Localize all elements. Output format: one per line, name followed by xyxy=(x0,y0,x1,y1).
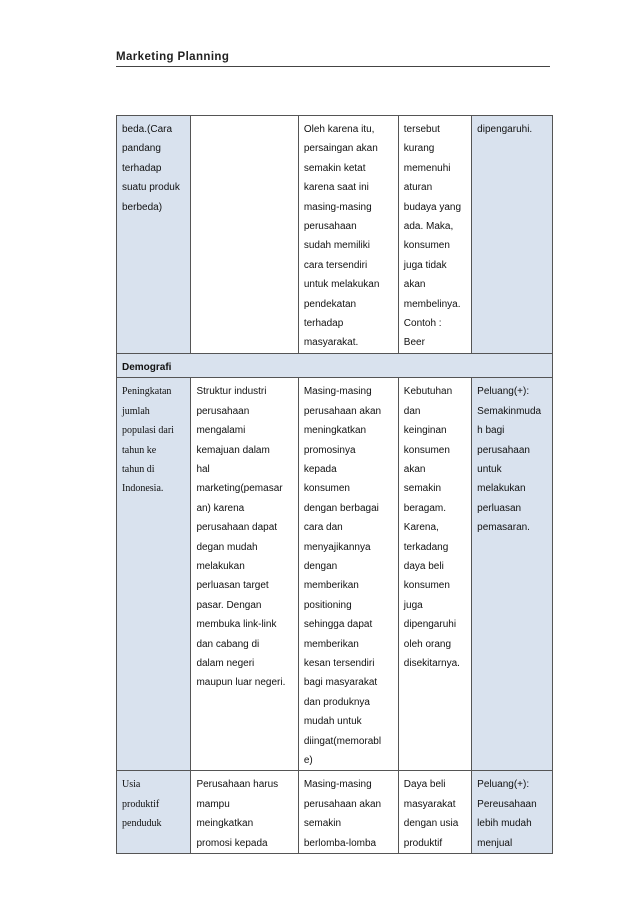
cell-line: berlomba-lomba xyxy=(303,837,377,849)
cell-line: semakin ketat xyxy=(303,162,366,174)
cell-line: kemajuan dalam xyxy=(196,444,270,456)
cell-line: sudah memiliki xyxy=(303,240,370,252)
cell-line: dan produknya xyxy=(303,696,370,708)
cell xyxy=(191,378,298,771)
cell-line: semakin xyxy=(303,818,342,830)
cell-line: maupun luar negeri. xyxy=(196,677,286,689)
cell-line: perluasan xyxy=(477,502,522,514)
cell-line: jumlah xyxy=(122,405,150,417)
cell-line: sehingga dapat xyxy=(303,619,373,631)
cell-line: berbeda) xyxy=(122,201,163,213)
cell-line: terhadap xyxy=(122,162,162,174)
cell-line: perusahaan xyxy=(477,444,530,456)
cell-line: konsumen xyxy=(303,483,350,495)
cell-line: terhadap xyxy=(303,318,344,330)
cell-line: membelinya. xyxy=(403,298,461,310)
cell-line: pasar. Dengan xyxy=(196,599,262,611)
cell-line: daya beli xyxy=(403,560,444,572)
cell-line: perluasan target xyxy=(196,580,269,592)
cell-line: dengan usia xyxy=(403,818,459,830)
cell-line: menyajikannya xyxy=(303,541,371,553)
cell-line: produktif xyxy=(403,837,443,849)
cell xyxy=(472,771,553,854)
cell-line: akan xyxy=(403,463,426,475)
cell-line: Usia xyxy=(122,779,141,791)
cell-line: kepada xyxy=(303,463,337,475)
cell-line: lebih mudah xyxy=(477,818,532,830)
cell-line: promosi kepada xyxy=(196,837,268,849)
cell-line: meningkatkan xyxy=(303,425,367,437)
cell-line: pandang xyxy=(122,143,161,155)
cell-line: dan xyxy=(403,405,421,417)
cell-line: degan mudah xyxy=(196,541,258,553)
cell-line: kurang xyxy=(403,143,435,155)
marketing-table xyxy=(116,115,553,854)
cell-line: memenuhi xyxy=(403,162,451,174)
cell-line: dipengaruhi xyxy=(403,619,457,631)
cell-line: disekitarnya. xyxy=(403,657,460,669)
cell xyxy=(472,116,553,354)
cell-line: masyarakat. xyxy=(303,337,359,349)
cell-line: untuk melakukan xyxy=(303,279,380,291)
cell-line: konsumen xyxy=(403,240,450,252)
cell-line: aturan xyxy=(403,182,433,194)
cell-line: perusahaan akan xyxy=(303,405,382,417)
cell-line: masyarakat xyxy=(403,798,456,810)
cell-line: pendekatan xyxy=(303,298,357,310)
cell xyxy=(117,116,191,354)
cell-line: bagi masyarakat xyxy=(303,677,378,689)
cell-line: Struktur industri xyxy=(196,386,267,398)
cell-line: dalam negeri xyxy=(196,657,255,669)
cell-line: penduduk xyxy=(122,818,162,830)
cell-line: perusahaan dapat xyxy=(196,522,278,534)
cell-line: melakukan xyxy=(196,560,245,572)
cell-line: dengan xyxy=(303,560,338,572)
cell-line: pemasaran. xyxy=(477,522,530,534)
cell-line: memberikan xyxy=(303,638,359,650)
cell xyxy=(398,116,471,354)
cell-line: dipengaruhi. xyxy=(477,124,533,135)
cell-line: perusahaan xyxy=(303,221,357,233)
cell xyxy=(117,378,191,771)
cell-line: keinginan xyxy=(403,425,447,437)
cell-line: Perusahaan harus xyxy=(196,779,279,791)
cell xyxy=(298,116,398,354)
cell-line: tersebut xyxy=(403,124,440,135)
cell xyxy=(398,378,471,771)
cell-line: populasi dari xyxy=(122,425,174,437)
cell-line: tahun ke xyxy=(122,444,157,456)
cell-line: oleh orang xyxy=(403,638,452,650)
cell-line: Masing-masing xyxy=(303,386,372,398)
cell xyxy=(298,771,398,854)
cell-line: Oleh karena itu, xyxy=(303,124,375,135)
cell-line: untuk xyxy=(477,463,502,475)
cell-line: diingat(memorabl xyxy=(303,735,382,747)
cell xyxy=(298,378,398,771)
cell-line: masing-masing xyxy=(303,201,372,213)
cell-line: membuka link-link xyxy=(196,619,277,631)
header-rule xyxy=(116,66,550,67)
cell-line: Contoh : xyxy=(403,318,442,330)
page-header-title: Marketing Planning xyxy=(116,51,230,63)
section-label: Demografi xyxy=(117,353,553,377)
cell-line: kesan tersendiri xyxy=(303,657,375,669)
cell-line: menjual xyxy=(477,837,513,849)
cell-line: terkadang xyxy=(403,541,449,553)
cell-line: beda.(Cara xyxy=(122,124,173,135)
cell-line: memberikan xyxy=(303,580,359,592)
cell-line: ada. Maka, xyxy=(403,221,454,233)
cell-line: meingkatkan xyxy=(196,818,254,830)
cell-line: Pereusahaan xyxy=(477,798,537,810)
cell-line: konsumen xyxy=(403,580,450,592)
cell xyxy=(191,771,298,854)
cell-line: mampu xyxy=(196,798,230,810)
cell-line: juga tidak xyxy=(403,259,447,271)
table-row xyxy=(117,378,553,771)
cell-line: budaya yang xyxy=(403,201,462,213)
cell-line: e) xyxy=(303,755,313,766)
cell-line: dengan berbagai xyxy=(303,502,379,514)
cell-line: semakin xyxy=(403,483,442,495)
cell-line: tahun di xyxy=(122,463,155,475)
cell-line: Indonesia. xyxy=(122,483,164,495)
cell-line: Kebutuhan xyxy=(403,386,453,398)
cell-line: konsumen xyxy=(403,444,450,456)
cell-line: marketing(pemasar xyxy=(196,483,283,495)
cell xyxy=(117,771,191,854)
cell-line: suatu produk xyxy=(122,182,180,194)
cell-line: perusahaan akan xyxy=(303,798,382,810)
cell-line: h bagi xyxy=(477,425,505,437)
table-row xyxy=(117,771,553,854)
cell xyxy=(191,116,298,354)
cell-line: Semakinmuda xyxy=(477,405,542,417)
cell-line: hal xyxy=(196,463,210,475)
section-row xyxy=(117,353,553,377)
cell-line: Masing-masing xyxy=(303,779,372,791)
cell-line: produktif xyxy=(122,798,160,810)
cell-line: perusahaan xyxy=(196,405,250,417)
cell-line: Daya beli xyxy=(403,779,446,791)
cell-line: Peluang(+): xyxy=(477,779,530,791)
cell-line: mengalami xyxy=(196,425,246,437)
cell-line: Karena, xyxy=(403,522,439,534)
cell-line: karena saat ini xyxy=(303,182,369,194)
table-row xyxy=(117,116,553,354)
cell-line: positioning xyxy=(303,599,352,611)
cell xyxy=(398,771,471,854)
cell-line: akan xyxy=(403,279,426,291)
cell-line: dan cabang di xyxy=(196,638,260,650)
cell-line: cara dan xyxy=(303,522,343,534)
cell-line: Beer xyxy=(403,337,425,349)
cell-line: cara tersendiri xyxy=(303,259,368,271)
cell xyxy=(472,378,553,771)
cell-line: persaingan akan xyxy=(303,143,378,155)
cell-line: Peluang(+): xyxy=(477,386,530,398)
cell-line: Peningkatan xyxy=(122,386,172,398)
cell-line: beragam. xyxy=(403,502,447,514)
cell-line: mudah untuk xyxy=(303,716,362,728)
cell-line: an) karena xyxy=(196,502,245,514)
cell-line: juga xyxy=(403,599,423,611)
cell-line: promosinya xyxy=(303,444,356,456)
cell-line: melakukan xyxy=(477,483,526,495)
